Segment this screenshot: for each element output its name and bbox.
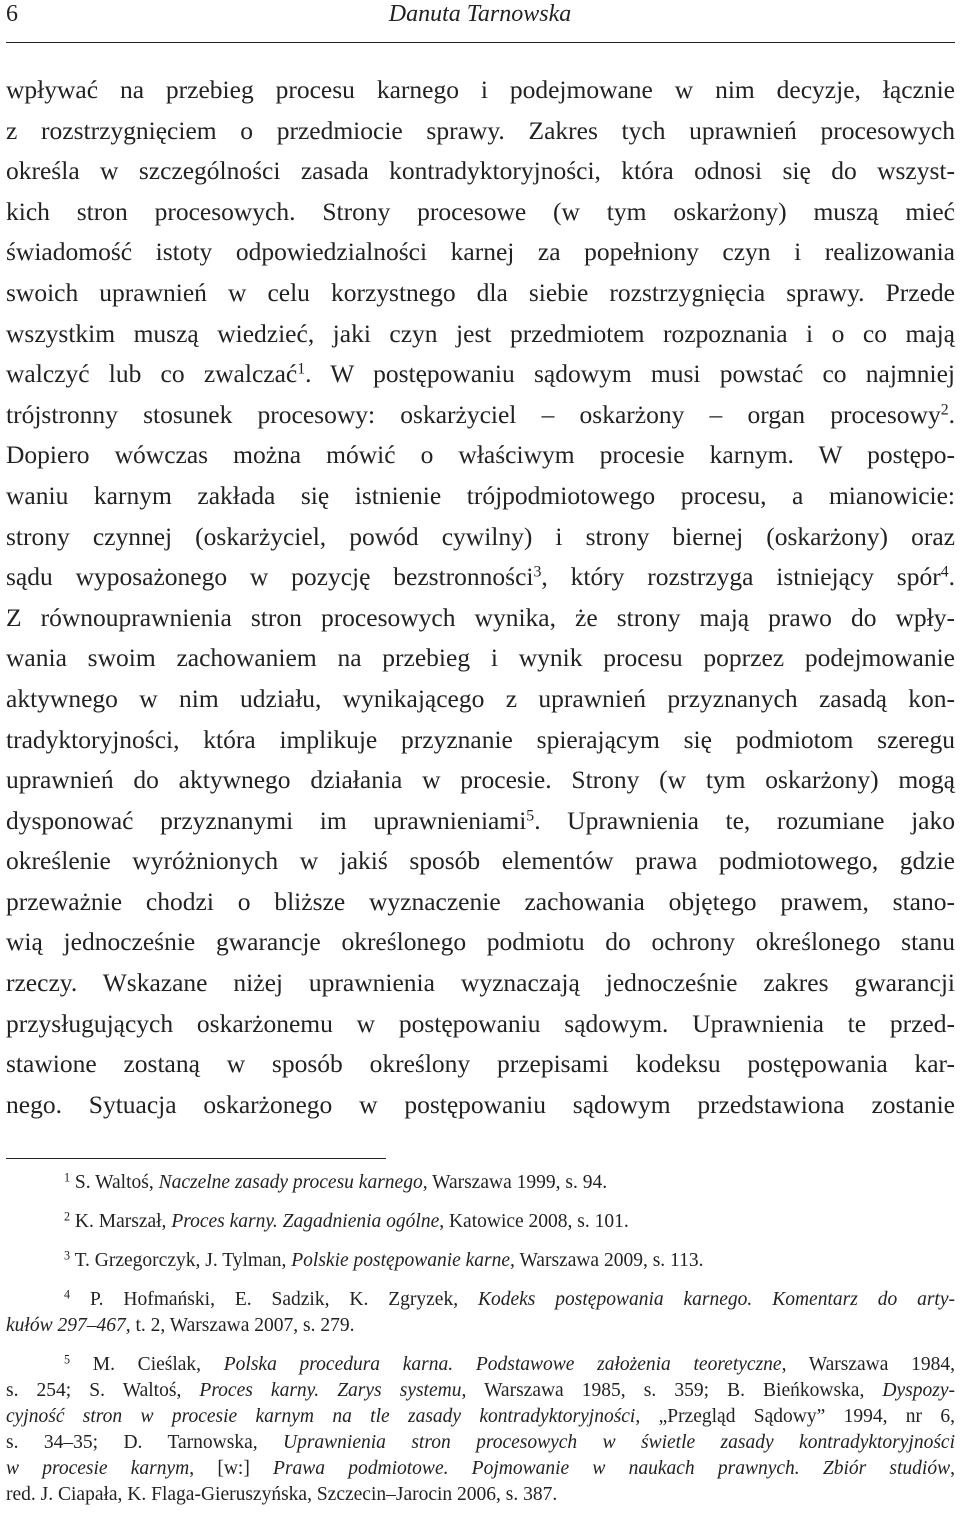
body-line: sądu wyposażonego w pozycję bezstronności$^3$, który rozstrzyga istniejący spór$^4$. [6,562,956,592]
footnote: $^5$ M. Cieślak, Polska procedura karna. Podstawowe założenia teoretyczne, Warszawa 1984, s. 254; S. Waltoś, Proces karny. Zarys systemu, Warszawa 1985, s. 359; B. Bieńkowska, Dyspozy- cyjność stron w procesie karnym na tle zasady kontradyktoryjności, „Przegląd Sądowy” 1994, nr 6, s. 34–35; D. Tarnowska, Uprawnienia stron procesowych w świetle zasady kontradyktoryjności w procesie karnym, [w:] Prawa podmiotowe. Pojmowanie w naukach prawnych. Zbiór studiów, red. J. Ciapała, K. Flaga-Gieruszyńska, Szczecin–Jarocin 2006, s. 387. [6,1352,956,1505]
footnote-number: 2 [64,1209,71,1224]
footnote-number: 3 [64,1248,71,1263]
body-line: waniu karnym zakłada się istnienie trójpodmiotowego procesu, a mianowicie: [6,480,955,510]
body-line: wania swoim zachowaniem na przebieg i wynik procesu poprzez podejmowanie [6,643,955,673]
footnotes [6,1170,955,1508]
body-line: aktywnego w nim udziału, wynikającego z uprawnień przyznanych zasadą kon- [6,683,955,713]
footnote: $^3$ T. Grzegorczyk, J. Tylman, Polskie postępowanie karne, Warszawa 2009, s. 113. [64,1248,704,1271]
body-line: wszystkim muszą wiedzieć, jaki czyn jest przedmiotem rozpoznania i o co mają [6,318,955,348]
body-line: kich stron procesowych. Strony procesowe (w tym oskarżony) muszą mieć [6,196,955,226]
footnote-separator [6,1158,386,1159]
footnote: $^4$ P. Hofmański, E. Sadzik, K. Zgryzek, Kodeks postępowania karnego. Komentarz do arty- kułów 297–467, t. 2, Warszawa 2007, s. 279. [6,1287,955,1336]
page-number: 6 [6,1,18,27]
footnote: $^2$ K. Marszał, Proces karny. Zagadnienia ogólne, Katowice 2008, s. 101. [64,1209,629,1232]
body-line: stawione zostaną w sposób określony przepisami kodeksu postępowania kar- [6,1049,955,1079]
body-line: swoich uprawnień w celu korzystnego dla siebie rozstrzygnięcia sprawy. Przede [6,277,955,307]
footnote-number: 4 [64,1287,71,1302]
header-rule [6,42,955,43]
footnote: $^1$ S. Waltoś, Naczelne zasady procesu karnego, Warszawa 1999, s. 94. [64,1170,608,1193]
body-line: tradyktoryjności, która implikuje przyznanie spierającym się podmiotom szeregu [6,724,955,754]
body-line: Z równouprawnienia stron procesowych wynika, że strony mają prawo do wpły- [6,602,955,632]
footnote-ref: 5 [526,807,535,824]
body-text [6,70,955,1125]
footnote-ref: 1 [297,360,306,378]
body-line: z rozstrzygnięciem o przedmiocie sprawy. Zakres tych uprawnień procesowych [6,115,955,145]
page-header [0,0,960,44]
body-line: rzeczy. Wskazane niżej uprawnienia wyznaczają jednocześnie zakres gwarancji [6,968,955,998]
body-line: dysponować przyznanymi im uprawnieniami$^5$. Uprawnienia te, rozumiane jako [6,805,955,835]
body-line: przysługujących oskarżonemu w postępowaniu sądowym. Uprawnienia te przed- [6,1008,955,1038]
body-line: określa w szczególności zasada kontradyktoryjności, która odnosi się do wszyst- [6,156,955,186]
body-line: wpływać na przebieg procesu karnego i podejmowane w nim decyzje, łącznie [6,75,955,104]
running-head: Danuta Tarnowska [388,1,572,27]
body-line: trójstronny stosunek procesowy: oskarżyciel – oskarżony – organ procesowy$^2$. [6,399,955,429]
body-line: wią jednocześnie gwarancje określonego podmiotu do ochrony określonego stanu [6,927,955,957]
footnote-ref: 4 [940,563,949,581]
footnote-ref: 3 [533,563,542,581]
body-line: określenie wyróżnionych w jakiś sposób elementów prawa podmiotowego, gdzie [6,846,955,876]
body-line: nego. Sytuacja oskarżonego w postępowaniu sądowym przedstawiona zostanie [6,1089,955,1119]
body-line: uprawnień do aktywnego działania w procesie. Strony (w tym oskarżony) mogą [6,765,955,795]
body-line: przeważnie chodzi o bliższe wyznaczenie zachowania objętego prawem, stano- [6,886,955,916]
footnote-number: 1 [64,1170,71,1185]
footnote-number: 5 [64,1352,71,1367]
body-line: strony czynnej (oskarżyciel, powód cywilny) i strony biernej (oskarżony) oraz [6,521,955,551]
body-line: świadomość istoty odpowiedzialności karnej za popełniony czyn i realizowania [6,237,955,267]
body-line: walczyć lub co zwalczać$^1$. W postępowaniu sądowym musi powstać co najmniej [6,359,955,389]
footnote-ref: 2 [940,401,949,419]
body-line: Dopiero wówczas można mówić o właściwym procesie karnym. W postępo- [6,440,955,470]
